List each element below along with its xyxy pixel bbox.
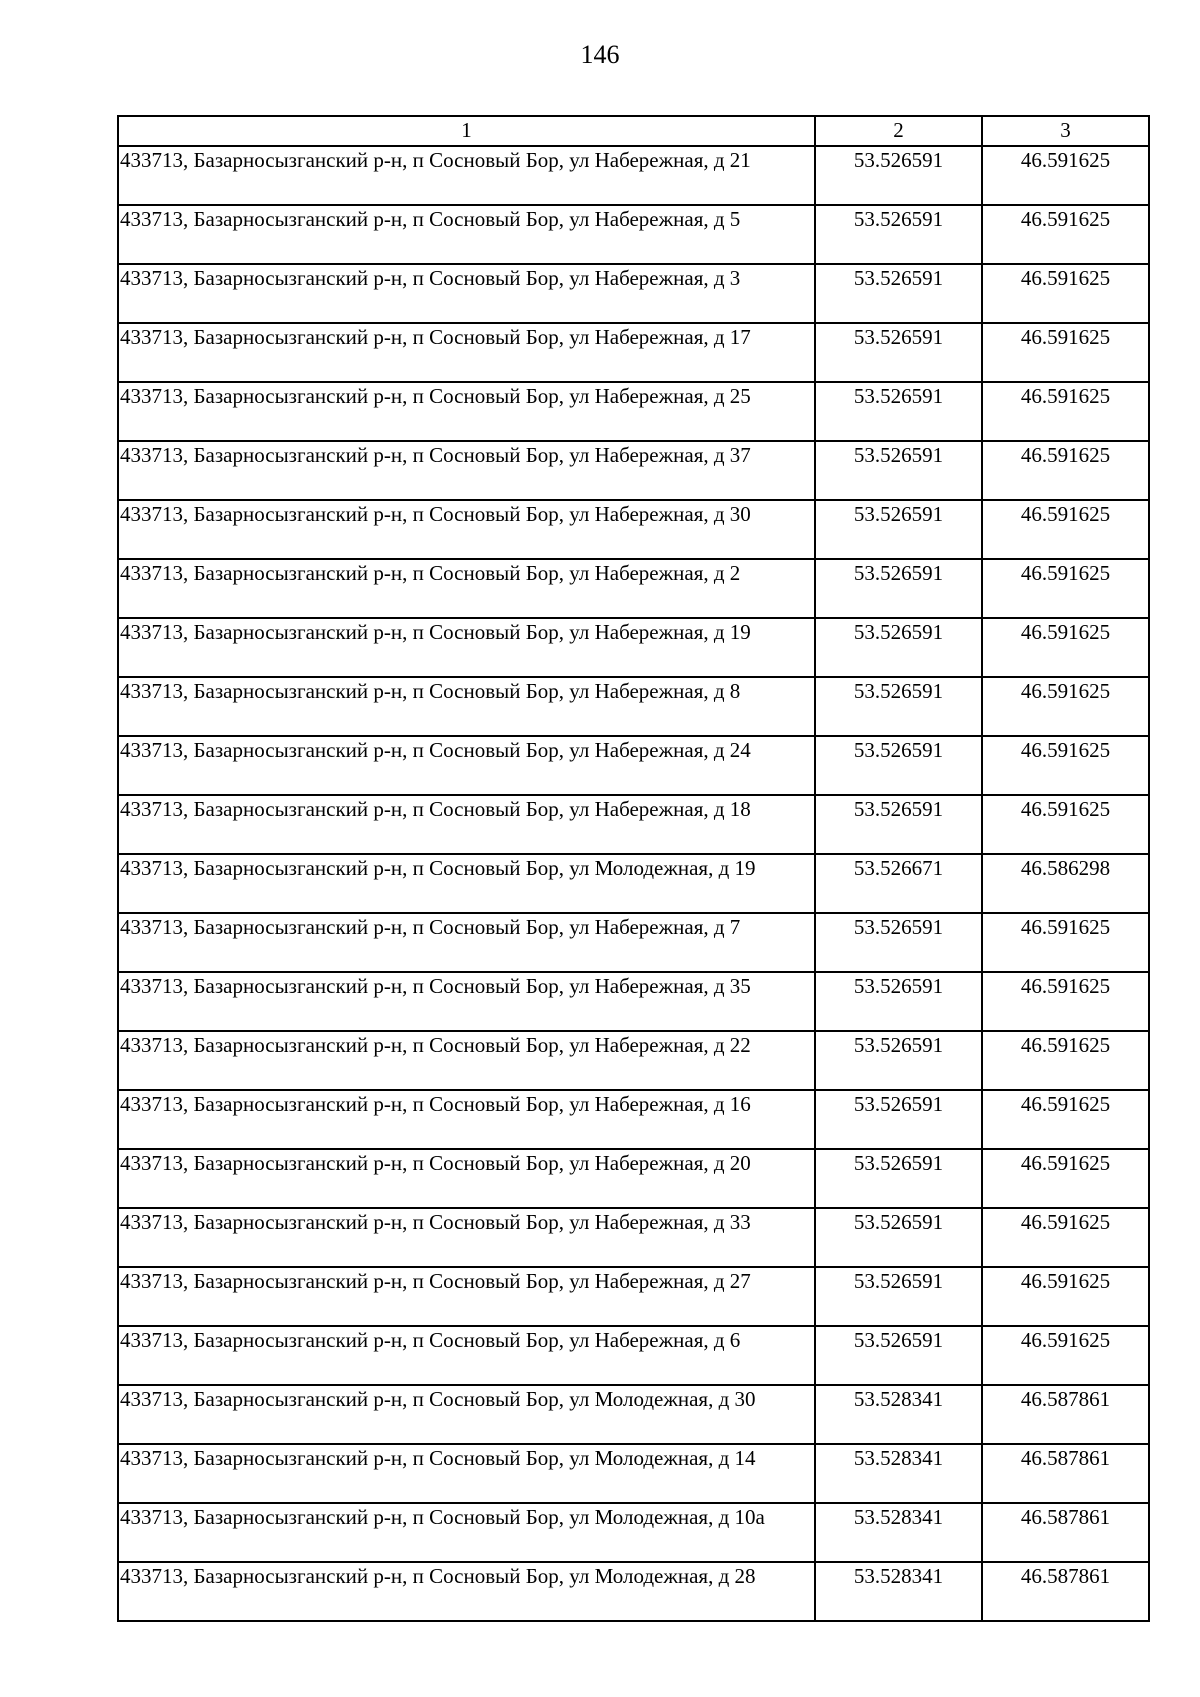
longitude-cell: 46.591625	[982, 1326, 1149, 1385]
table-row	[118, 441, 1149, 500]
address-cell: 433713, Базарносызганский р-н, п Сосновый Бор, ул Набережная, д 18	[118, 795, 815, 854]
table-row	[118, 1385, 1149, 1444]
longitude-cell: 46.591625	[982, 559, 1149, 618]
address-cell: 433713, Базарносызганский р-н, п Сосновый Бор, ул Набережная, д 20	[118, 1149, 815, 1208]
latitude-cell: 53.526591	[815, 618, 982, 677]
latitude-cell: 53.526591	[815, 972, 982, 1031]
longitude-cell: 46.591625	[982, 500, 1149, 559]
latitude-cell: 53.526591	[815, 1326, 982, 1385]
address-table	[117, 115, 1150, 1622]
column-header-1: 1	[118, 116, 815, 146]
latitude-cell: 53.528341	[815, 1385, 982, 1444]
longitude-cell: 46.591625	[982, 1090, 1149, 1149]
longitude-cell: 46.591625	[982, 795, 1149, 854]
table-row	[118, 500, 1149, 559]
latitude-cell: 53.528341	[815, 1562, 982, 1621]
longitude-cell: 46.591625	[982, 1267, 1149, 1326]
table-header-row	[118, 116, 1149, 146]
table-row	[118, 795, 1149, 854]
column-header-2: 2	[815, 116, 982, 146]
longitude-cell: 46.591625	[982, 441, 1149, 500]
address-cell: 433713, Базарносызганский р-н, п Сосновый Бор, ул Молодежная, д 28	[118, 1562, 815, 1621]
longitude-cell: 46.591625	[982, 677, 1149, 736]
latitude-cell: 53.526591	[815, 441, 982, 500]
address-cell: 433713, Базарносызганский р-н, п Сосновый Бор, ул Набережная, д 6	[118, 1326, 815, 1385]
latitude-cell: 53.528341	[815, 1503, 982, 1562]
longitude-cell: 46.591625	[982, 913, 1149, 972]
latitude-cell: 53.526591	[815, 1090, 982, 1149]
longitude-cell: 46.587861	[982, 1444, 1149, 1503]
table-row	[118, 736, 1149, 795]
address-cell: 433713, Базарносызганский р-н, п Сосновый Бор, ул Набережная, д 5	[118, 205, 815, 264]
address-cell: 433713, Базарносызганский р-н, п Сосновый Бор, ул Набережная, д 2	[118, 559, 815, 618]
latitude-cell: 53.526591	[815, 1208, 982, 1267]
latitude-cell: 53.526591	[815, 559, 982, 618]
latitude-cell: 53.528341	[815, 1444, 982, 1503]
table-row	[118, 1326, 1149, 1385]
longitude-cell: 46.591625	[982, 1149, 1149, 1208]
address-cell: 433713, Базарносызганский р-н, п Сосновый Бор, ул Молодежная, д 30	[118, 1385, 815, 1444]
table-row	[118, 1031, 1149, 1090]
address-cell: 433713, Базарносызганский р-н, п Сосновый Бор, ул Набережная, д 33	[118, 1208, 815, 1267]
table-row	[118, 1267, 1149, 1326]
longitude-cell: 46.587861	[982, 1385, 1149, 1444]
address-cell: 433713, Базарносызганский р-н, п Сосновый Бор, ул Молодежная, д 19	[118, 854, 815, 913]
table-row	[118, 1562, 1149, 1621]
table-row	[118, 146, 1149, 205]
address-cell: 433713, Базарносызганский р-н, п Сосновый Бор, ул Набережная, д 24	[118, 736, 815, 795]
address-cell: 433713, Базарносызганский р-н, п Сосновый Бор, ул Набережная, д 27	[118, 1267, 815, 1326]
table-row	[118, 854, 1149, 913]
longitude-cell: 46.591625	[982, 1031, 1149, 1090]
address-cell: 433713, Базарносызганский р-н, п Сосновый Бор, ул Набережная, д 25	[118, 382, 815, 441]
address-cell: 433713, Базарносызганский р-н, п Сосновый Бор, ул Набережная, д 3	[118, 264, 815, 323]
table-row	[118, 1149, 1149, 1208]
latitude-cell: 53.526591	[815, 323, 982, 382]
table-row	[118, 677, 1149, 736]
table-row	[118, 913, 1149, 972]
latitude-cell: 53.526591	[815, 913, 982, 972]
table-row	[118, 205, 1149, 264]
latitude-cell: 53.526591	[815, 736, 982, 795]
address-cell: 433713, Базарносызганский р-н, п Сосновый Бор, ул Набережная, д 16	[118, 1090, 815, 1149]
latitude-cell: 53.526591	[815, 677, 982, 736]
table-row	[118, 1503, 1149, 1562]
latitude-cell: 53.526591	[815, 382, 982, 441]
address-cell: 433713, Базарносызганский р-н, п Сосновый Бор, ул Молодежная, д 14	[118, 1444, 815, 1503]
longitude-cell: 46.591625	[982, 382, 1149, 441]
longitude-cell: 46.591625	[982, 146, 1149, 205]
longitude-cell: 46.587861	[982, 1503, 1149, 1562]
latitude-cell: 53.526671	[815, 854, 982, 913]
table-row	[118, 618, 1149, 677]
longitude-cell: 46.586298	[982, 854, 1149, 913]
address-cell: 433713, Базарносызганский р-н, п Сосновый Бор, ул Набережная, д 35	[118, 972, 815, 1031]
address-cell: 433713, Базарносызганский р-н, п Сосновый Бор, ул Набережная, д 21	[118, 146, 815, 205]
longitude-cell: 46.591625	[982, 736, 1149, 795]
address-cell: 433713, Базарносызганский р-н, п Сосновый Бор, ул Набережная, д 22	[118, 1031, 815, 1090]
latitude-cell: 53.526591	[815, 264, 982, 323]
address-cell: 433713, Базарносызганский р-н, п Сосновый Бор, ул Набережная, д 7	[118, 913, 815, 972]
latitude-cell: 53.526591	[815, 1149, 982, 1208]
longitude-cell: 46.591625	[982, 264, 1149, 323]
table-row	[118, 264, 1149, 323]
address-cell: 433713, Базарносызганский р-н, п Сосновый Бор, ул Набережная, д 19	[118, 618, 815, 677]
table-row	[118, 1444, 1149, 1503]
address-cell: 433713, Базарносызганский р-н, п Сосновый Бор, ул Молодежная, д 10а	[118, 1503, 815, 1562]
address-cell: 433713, Базарносызганский р-н, п Сосновый Бор, ул Набережная, д 17	[118, 323, 815, 382]
table-row	[118, 1090, 1149, 1149]
longitude-cell: 46.591625	[982, 618, 1149, 677]
table-body	[118, 146, 1149, 1621]
latitude-cell: 53.526591	[815, 205, 982, 264]
latitude-cell: 53.526591	[815, 500, 982, 559]
latitude-cell: 53.526591	[815, 1031, 982, 1090]
table-row	[118, 382, 1149, 441]
latitude-cell: 53.526591	[815, 1267, 982, 1326]
longitude-cell: 46.591625	[982, 205, 1149, 264]
table-row	[118, 972, 1149, 1031]
latitude-cell: 53.526591	[815, 795, 982, 854]
address-cell: 433713, Базарносызганский р-н, п Сосновый Бор, ул Набережная, д 30	[118, 500, 815, 559]
page-number: 146	[580, 40, 620, 69]
longitude-cell: 46.591625	[982, 323, 1149, 382]
address-cell: 433713, Базарносызганский р-н, п Сосновый Бор, ул Набережная, д 8	[118, 677, 815, 736]
longitude-cell: 46.591625	[982, 972, 1149, 1031]
column-header-3: 3	[982, 116, 1149, 146]
address-cell: 433713, Базарносызганский р-н, п Сосновый Бор, ул Набережная, д 37	[118, 441, 815, 500]
table-row	[118, 1208, 1149, 1267]
table-row	[118, 559, 1149, 618]
longitude-cell: 46.587861	[982, 1562, 1149, 1621]
latitude-cell: 53.526591	[815, 146, 982, 205]
table-row	[118, 323, 1149, 382]
longitude-cell: 46.591625	[982, 1208, 1149, 1267]
